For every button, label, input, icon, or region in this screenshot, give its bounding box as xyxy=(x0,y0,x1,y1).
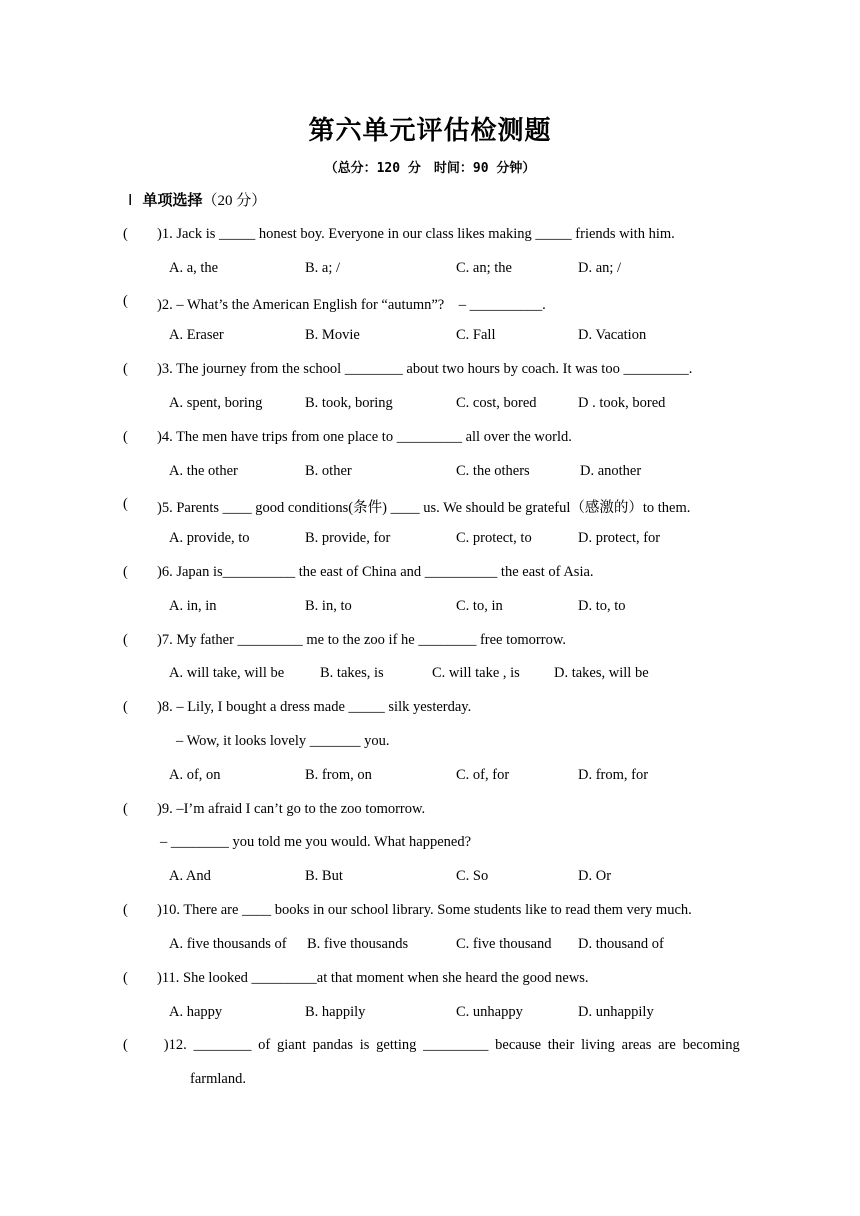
option-c: C. to, in xyxy=(456,598,503,614)
option-a: A. spent, boring xyxy=(169,395,263,411)
option-b: B. in, to xyxy=(305,598,352,614)
option-d: D. to, to xyxy=(578,598,626,614)
question-word: _________ xyxy=(423,1037,489,1053)
question-text: )5. Parents ____ good conditions(条件) ____ us. We should be grateful（感激的）to them. xyxy=(157,500,691,516)
question-text: )8. – Lily, I bought a dress made _____ silk yesterday. xyxy=(157,699,472,715)
answer-blank: ( xyxy=(123,1037,128,1053)
question-word: living xyxy=(581,1037,615,1053)
option-a: A. And xyxy=(169,868,211,884)
question-word: are xyxy=(658,1037,676,1053)
answer-blank: ( xyxy=(123,632,128,648)
option-c: C. the others xyxy=(456,463,530,479)
option-c: C. cost, bored xyxy=(456,395,537,411)
option-c: C. unhappy xyxy=(456,1004,523,1020)
question-word: becoming xyxy=(682,1037,740,1053)
option-b: B. But xyxy=(305,868,343,884)
option-c: C. an; the xyxy=(456,260,512,276)
option-b: B. other xyxy=(305,463,352,479)
option-b: B. from, on xyxy=(305,767,372,783)
page-title: 第六单元评估检测题 xyxy=(308,116,552,146)
answer-blank: ( xyxy=(123,564,128,580)
option-a: A. five thousands of xyxy=(169,936,287,952)
question-text: )6. Japan is__________ the east of China and __________ the east of Asia. xyxy=(157,564,594,580)
answer-blank: ( xyxy=(123,902,128,918)
question-word: ________ xyxy=(193,1037,252,1053)
question-12 xyxy=(123,1037,740,1054)
answer-blank: ( xyxy=(123,496,128,512)
page-subtitle: （总分：120 分 时间：90 分钟） xyxy=(324,161,536,176)
question-word: because xyxy=(495,1037,542,1053)
option-d: D. protect, for xyxy=(578,530,661,546)
option-c: C. protect, to xyxy=(456,530,532,546)
option-b: B. took, boring xyxy=(305,395,393,411)
question-text: )11. She looked _________at that moment when she heard the good news. xyxy=(157,970,589,986)
option-a: A. a, the xyxy=(169,260,219,276)
option-c: C. So xyxy=(456,868,489,884)
option-b: B. takes, is xyxy=(320,665,384,681)
answer-blank: ( xyxy=(123,293,128,309)
section-number: Ⅰ xyxy=(128,191,133,209)
option-d: D. Or xyxy=(578,868,612,884)
question-text: )2. – What’s the American English for “autumn”? – __________. xyxy=(157,297,546,313)
option-a: A. happy xyxy=(169,1004,223,1020)
question-word: )12. xyxy=(163,1037,187,1053)
option-d: D. unhappily xyxy=(578,1004,654,1020)
question-12-continuation: farmland. xyxy=(190,1071,246,1087)
question-word: their xyxy=(547,1037,575,1053)
answer-blank: ( xyxy=(123,970,128,986)
answer-blank: ( xyxy=(123,361,128,377)
answer-blank: ( xyxy=(123,226,128,242)
answer-blank: ( xyxy=(123,801,128,817)
option-b: B. happily xyxy=(305,1004,366,1020)
option-c: C. five thousand xyxy=(456,936,552,952)
option-d: D . took, bored xyxy=(578,395,666,411)
question-9-reply: – ________ you told me you would. What happened? xyxy=(160,834,472,850)
option-a: A. of, on xyxy=(169,767,221,783)
option-a: A. Eraser xyxy=(169,327,224,343)
option-b: B. five thousands xyxy=(307,936,409,952)
option-c: C. Fall xyxy=(456,327,496,343)
question-text: )7. My father _________ me to the zoo if he ________ free tomorrow. xyxy=(157,632,566,648)
question-word: areas xyxy=(621,1037,652,1053)
option-c: C. will take , is xyxy=(432,665,520,681)
question-text: )4. The men have trips from one place to _________ all over the world. xyxy=(157,429,572,445)
option-a: A. the other xyxy=(169,463,238,479)
option-b: B. a; / xyxy=(305,260,341,276)
option-d: D. another xyxy=(580,463,642,479)
question-text: )9. –I’m afraid I can’t go to the zoo tomorrow. xyxy=(157,801,426,817)
question-text: )1. Jack is _____ honest boy. Everyone in our class likes making _____ friends with him. xyxy=(157,226,675,242)
option-a: A. will take, will be xyxy=(169,665,285,681)
question-word: getting xyxy=(376,1037,417,1053)
option-b: B. provide, for xyxy=(305,530,391,546)
option-a: A. provide, to xyxy=(169,530,250,546)
question-text: )3. The journey from the school ________ about two hours by coach. It was too _________. xyxy=(157,361,693,377)
question-word: of xyxy=(258,1037,271,1053)
answer-blank: ( xyxy=(123,699,128,715)
section-heading xyxy=(128,189,266,210)
option-d: D. Vacation xyxy=(578,327,647,343)
question-word: is xyxy=(359,1037,370,1053)
question-word: pandas xyxy=(312,1037,353,1053)
option-a: A. in, in xyxy=(169,598,217,614)
section-points: （20 分） xyxy=(202,193,267,209)
section-label: 单项选择 xyxy=(142,191,203,209)
option-d: D. from, for xyxy=(578,767,649,783)
question-word: giant xyxy=(277,1037,306,1053)
question-8-reply: – Wow, it looks lovely _______ you. xyxy=(176,733,390,749)
option-d: D. an; / xyxy=(578,260,622,276)
option-d: D. takes, will be xyxy=(554,665,649,681)
option-b: B. Movie xyxy=(305,327,360,343)
question-text: )10. There are ____ books in our school library. Some students like to read them very much. xyxy=(157,902,692,918)
option-d: D. thousand of xyxy=(578,936,664,952)
option-c: C. of, for xyxy=(456,767,510,783)
answer-blank: ( xyxy=(123,429,128,445)
